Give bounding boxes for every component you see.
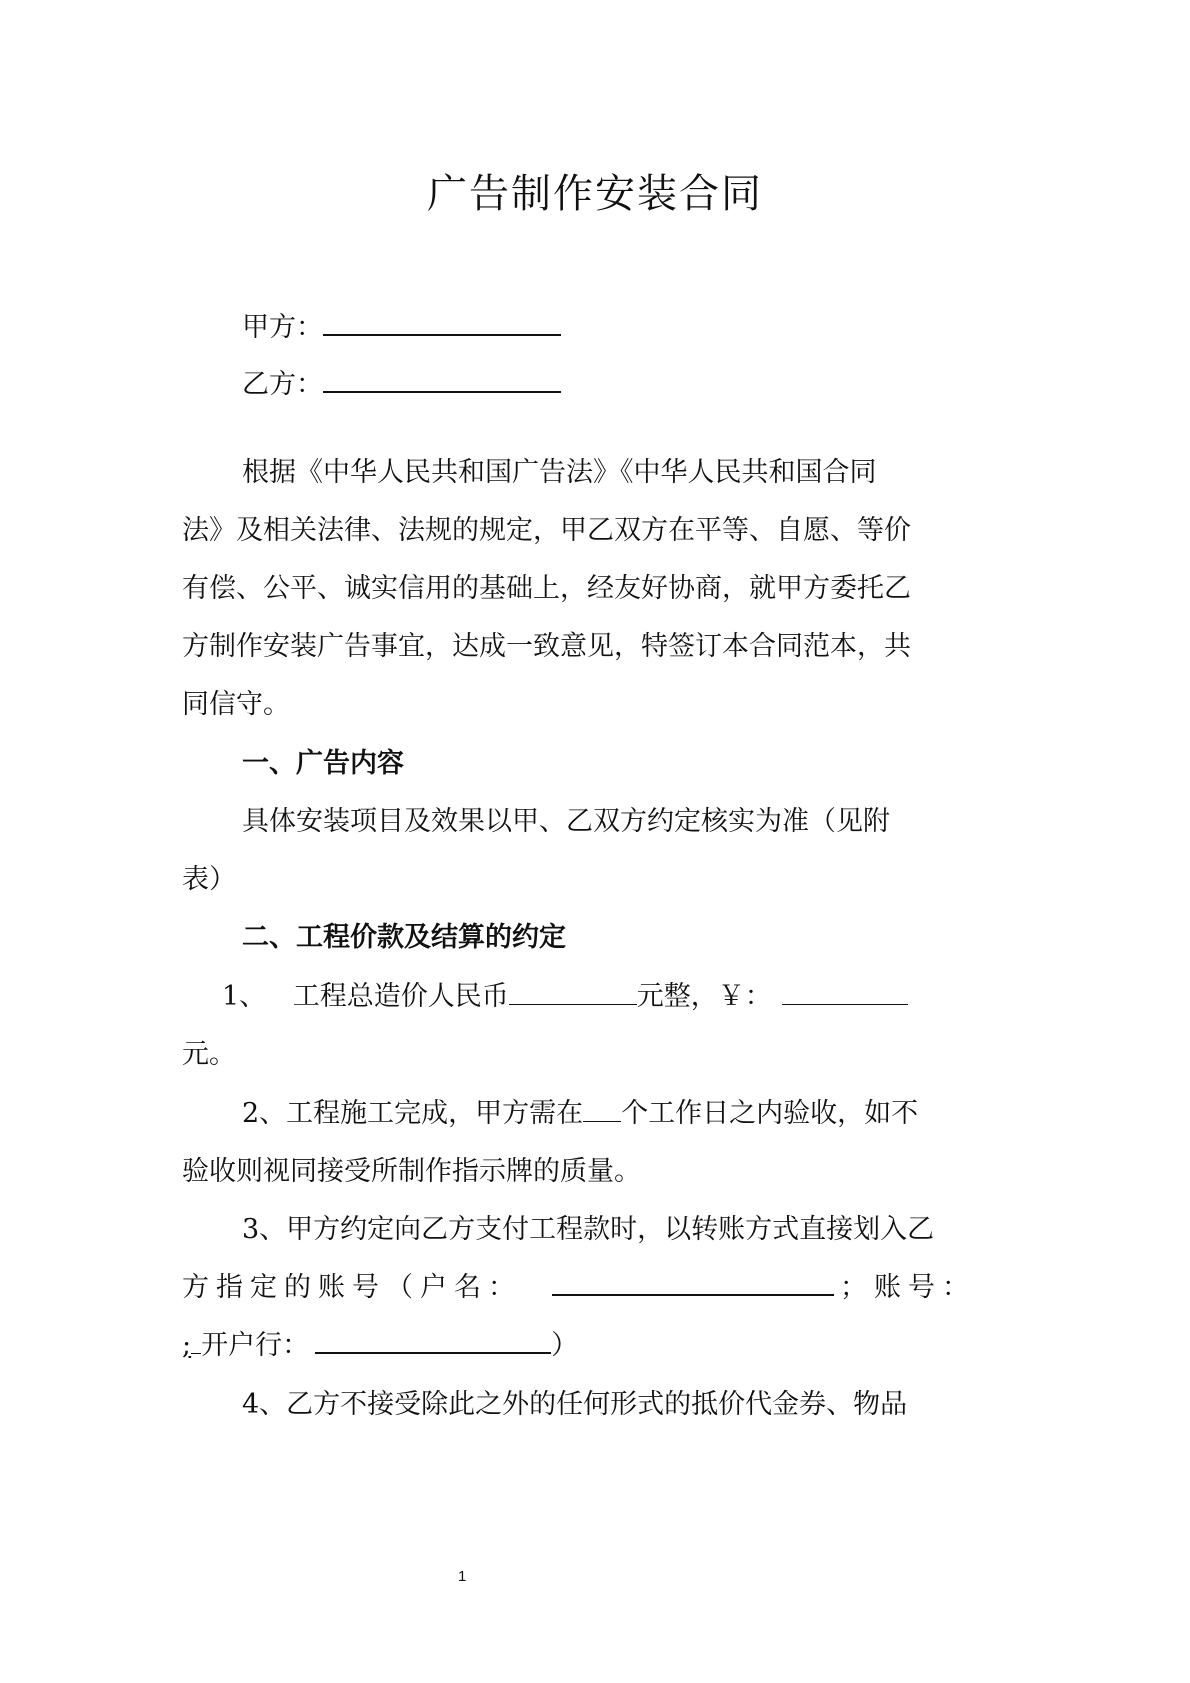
account-number-blank (191, 1329, 201, 1354)
party-b-blank (323, 367, 561, 393)
bank-blank (315, 1328, 551, 1354)
section-1-text: 具体安装项目及效果以甲、乙双方约定核实为准（见附 (242, 806, 890, 837)
item-1-number: 1、 (222, 981, 267, 1012)
item-1-text: 元整，￥： (636, 981, 772, 1012)
account-name-label: 方指定的账号（户名： (182, 1272, 522, 1303)
bank-label: 开户行： (201, 1330, 310, 1361)
section-1-text: 表） (182, 864, 236, 895)
intro-line: 有偿、公平、诚实信用的基础上，经友好协商，就甲方委托乙 (182, 573, 911, 604)
item-2-text: 2、工程施工完成，甲方需在 (242, 1098, 584, 1129)
item-2-text: 个工作日之内验收，如不 (621, 1098, 919, 1129)
party-b-line (242, 362, 561, 401)
item-2-line: 验收则视同接受所制作指示牌的质量。 (182, 1156, 641, 1187)
item-1-line (222, 974, 908, 1013)
party-a-label: 甲方： (242, 312, 323, 343)
item-3-line (182, 1265, 976, 1304)
intro-line: 同信守。 (182, 689, 290, 720)
intro-line: 法》及相关法律、法规的规定，甲乙双方在平等、自愿、等价 (182, 515, 911, 546)
item-2-line (242, 1091, 918, 1130)
item-1-end: 元。 (182, 1039, 236, 1070)
section-1-heading: 一、广告内容 (242, 748, 404, 779)
intro-line: 方制作安装广告事宜，达成一致意见，特签订本合同范本，共 (182, 631, 911, 662)
party-a-line (242, 305, 561, 344)
days-blank (583, 1097, 621, 1122)
page-number: 1 (458, 1568, 467, 1585)
account-name-blank (552, 1270, 834, 1296)
item-3-line (182, 1323, 578, 1362)
bank-close: ） (551, 1330, 579, 1361)
account-number-value: ; (182, 1330, 192, 1361)
party-b-label: 乙方： (242, 369, 323, 400)
account-number-label: ；账号： (840, 1272, 976, 1303)
amount-number-blank (782, 980, 908, 1005)
item-3-line: 3、甲方约定向乙方支付工程款时，以转账方式直接划入乙 (242, 1214, 935, 1245)
section-2-heading: 二、工程价款及结算的约定 (242, 922, 566, 953)
item-4-line: 4、乙方不接受除此之外的任何形式的抵价代金券、物品 (242, 1389, 908, 1420)
party-a-blank (323, 310, 561, 336)
intro-line: 根据《中华人民共和国广告法》《中华人民共和国合同 (242, 457, 877, 488)
document-title: 广告制作安装合同 (427, 171, 763, 217)
item-1-text: 工程总造价人民币 (292, 981, 509, 1012)
amount-words-blank (509, 980, 637, 1005)
